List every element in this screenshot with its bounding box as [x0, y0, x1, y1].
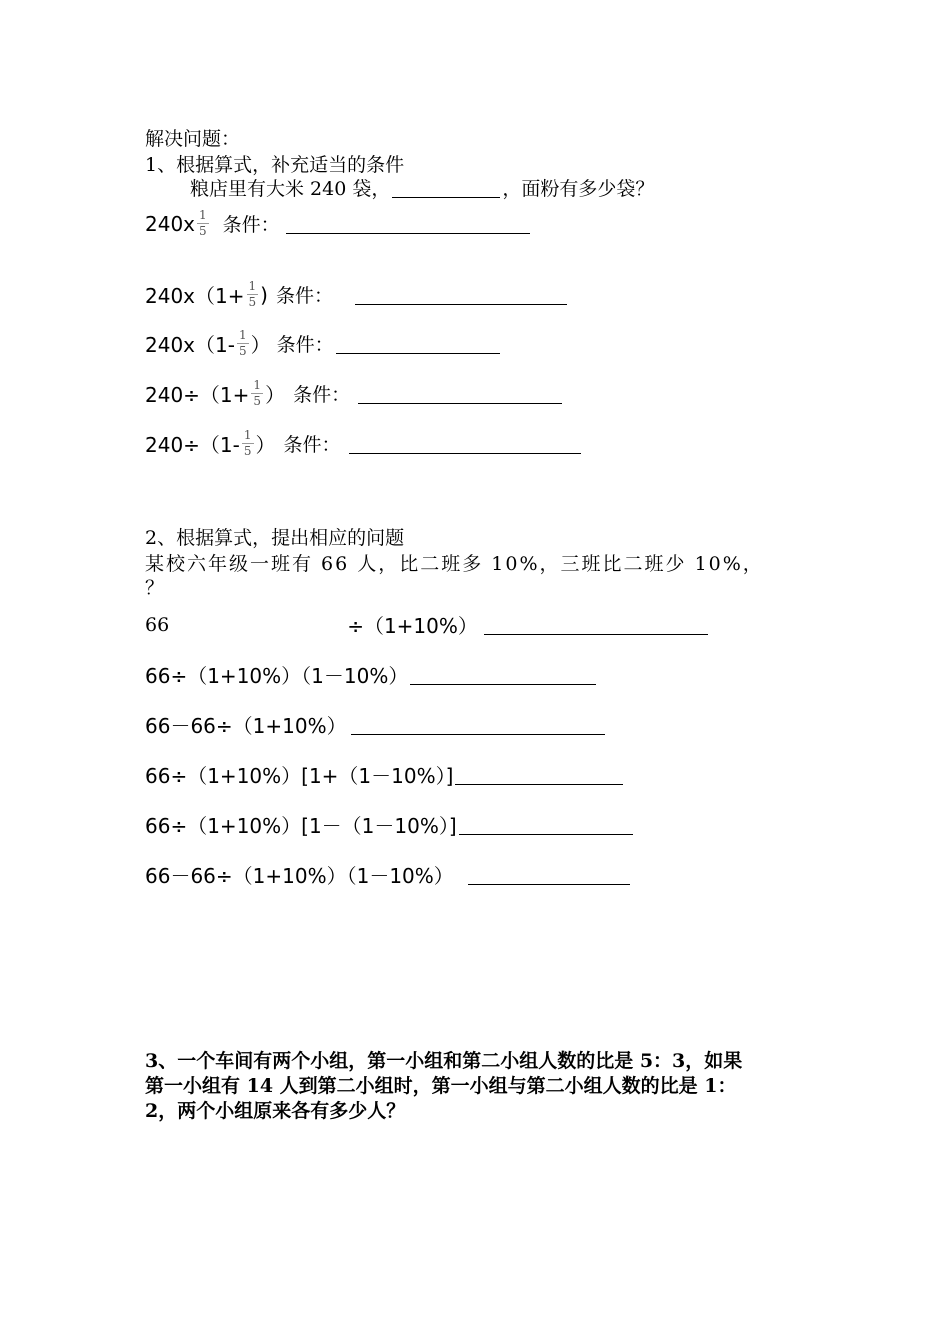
condition-label: 条件：	[275, 285, 333, 307]
formula-text: 240÷（1+	[145, 383, 250, 407]
section2-title: 2、根据算式，提出相应的问题	[145, 527, 405, 549]
formula-text-close: ）	[265, 383, 286, 407]
section2-row	[145, 810, 633, 839]
formula-text-close: ）	[255, 433, 276, 457]
fraction-numerator: 1	[253, 378, 262, 392]
answer-blank[interactable]	[349, 433, 581, 454]
formula-text: 66÷（1+10%）[1+（1－10%）]	[145, 764, 454, 788]
formula-text: 66÷（1+10%）[1－（1－10%）]	[145, 814, 457, 838]
formula-text-close: ）	[250, 333, 271, 357]
section1-row	[145, 208, 530, 239]
worksheet-heading: 解决问题：	[145, 128, 241, 150]
fraction-denominator: 5	[243, 444, 252, 458]
fraction-denominator: 5	[253, 394, 262, 408]
section2-row	[145, 760, 623, 789]
formula-text: 66－66÷（1+10%）	[145, 714, 347, 738]
formula-text: 240÷（1-	[145, 433, 240, 457]
section3-line: 3、一个车间有两个小组，第一小组和第二小组人数的比是 5：3，如果	[145, 1050, 743, 1072]
answer-blank[interactable]	[484, 614, 708, 635]
fraction-denominator: 5	[248, 295, 257, 309]
answer-blank[interactable]	[468, 864, 630, 885]
answer-blank[interactable]	[355, 284, 567, 305]
formula-text: 240x（1-	[145, 333, 235, 357]
section2-row	[145, 710, 605, 739]
section1-problem	[190, 174, 654, 201]
fraction	[242, 428, 254, 459]
answer-blank[interactable]	[410, 664, 596, 685]
formula-text: 66÷（1+10%）（1－10%）	[145, 664, 409, 688]
answer-blank[interactable]	[358, 383, 562, 404]
fraction	[237, 328, 249, 359]
section2-row	[145, 860, 630, 889]
condition-label: 条件：	[276, 334, 334, 356]
section2-row	[145, 610, 708, 639]
answer-blank[interactable]	[351, 714, 605, 735]
section1-row	[145, 328, 500, 359]
formula-text: 240x	[145, 211, 196, 236]
section2-problem: 某校六年级一班有 66 人，比二班多 10%，三班比二班少 10%，	[145, 553, 764, 575]
condition-label: 条件：	[222, 214, 280, 236]
section2-row	[145, 660, 596, 689]
answer-blank[interactable]	[286, 213, 530, 234]
formula-text: 66－66÷（1+10%）（1－10%）	[145, 864, 454, 888]
condition-blank[interactable]	[392, 177, 500, 198]
fraction-denominator: 5	[238, 344, 247, 358]
section1-problem-before: 粮店里有大米 240 袋，	[190, 178, 391, 200]
fraction-denominator: 5	[199, 224, 207, 238]
answer-blank[interactable]	[455, 764, 623, 785]
section1-title: 1、根据算式，补充适当的条件	[145, 154, 405, 176]
condition-label: 条件：	[283, 434, 341, 456]
fraction-numerator: 1	[243, 428, 252, 442]
fraction	[251, 378, 263, 409]
section1-row	[145, 428, 581, 459]
section1-row	[145, 378, 562, 409]
fraction-numerator: 1	[248, 279, 257, 293]
formula-text: 66	[145, 613, 170, 636]
section2-problem-tail: ？	[145, 577, 165, 599]
answer-blank[interactable]	[459, 814, 633, 835]
fraction	[197, 208, 209, 239]
formula-text: 240x（1+	[145, 284, 245, 308]
answer-blank[interactable]	[336, 333, 500, 354]
section1-row	[145, 279, 567, 310]
fraction-numerator: 1	[238, 328, 247, 342]
fraction-numerator: 1	[199, 208, 207, 222]
section1-problem-after: ，面粉有多少袋？	[502, 178, 655, 200]
fraction	[247, 279, 259, 310]
section3-line: 2，两个小组原来各有多少人？	[145, 1100, 406, 1122]
formula-text-close: )	[260, 282, 268, 307]
formula-text: ÷（1+10%）	[347, 614, 478, 638]
condition-label: 条件：	[293, 384, 351, 406]
section3-line: 第一小组有 14 人到第二小组时，第一小组与第二小组人数的比是 1：	[145, 1075, 737, 1097]
